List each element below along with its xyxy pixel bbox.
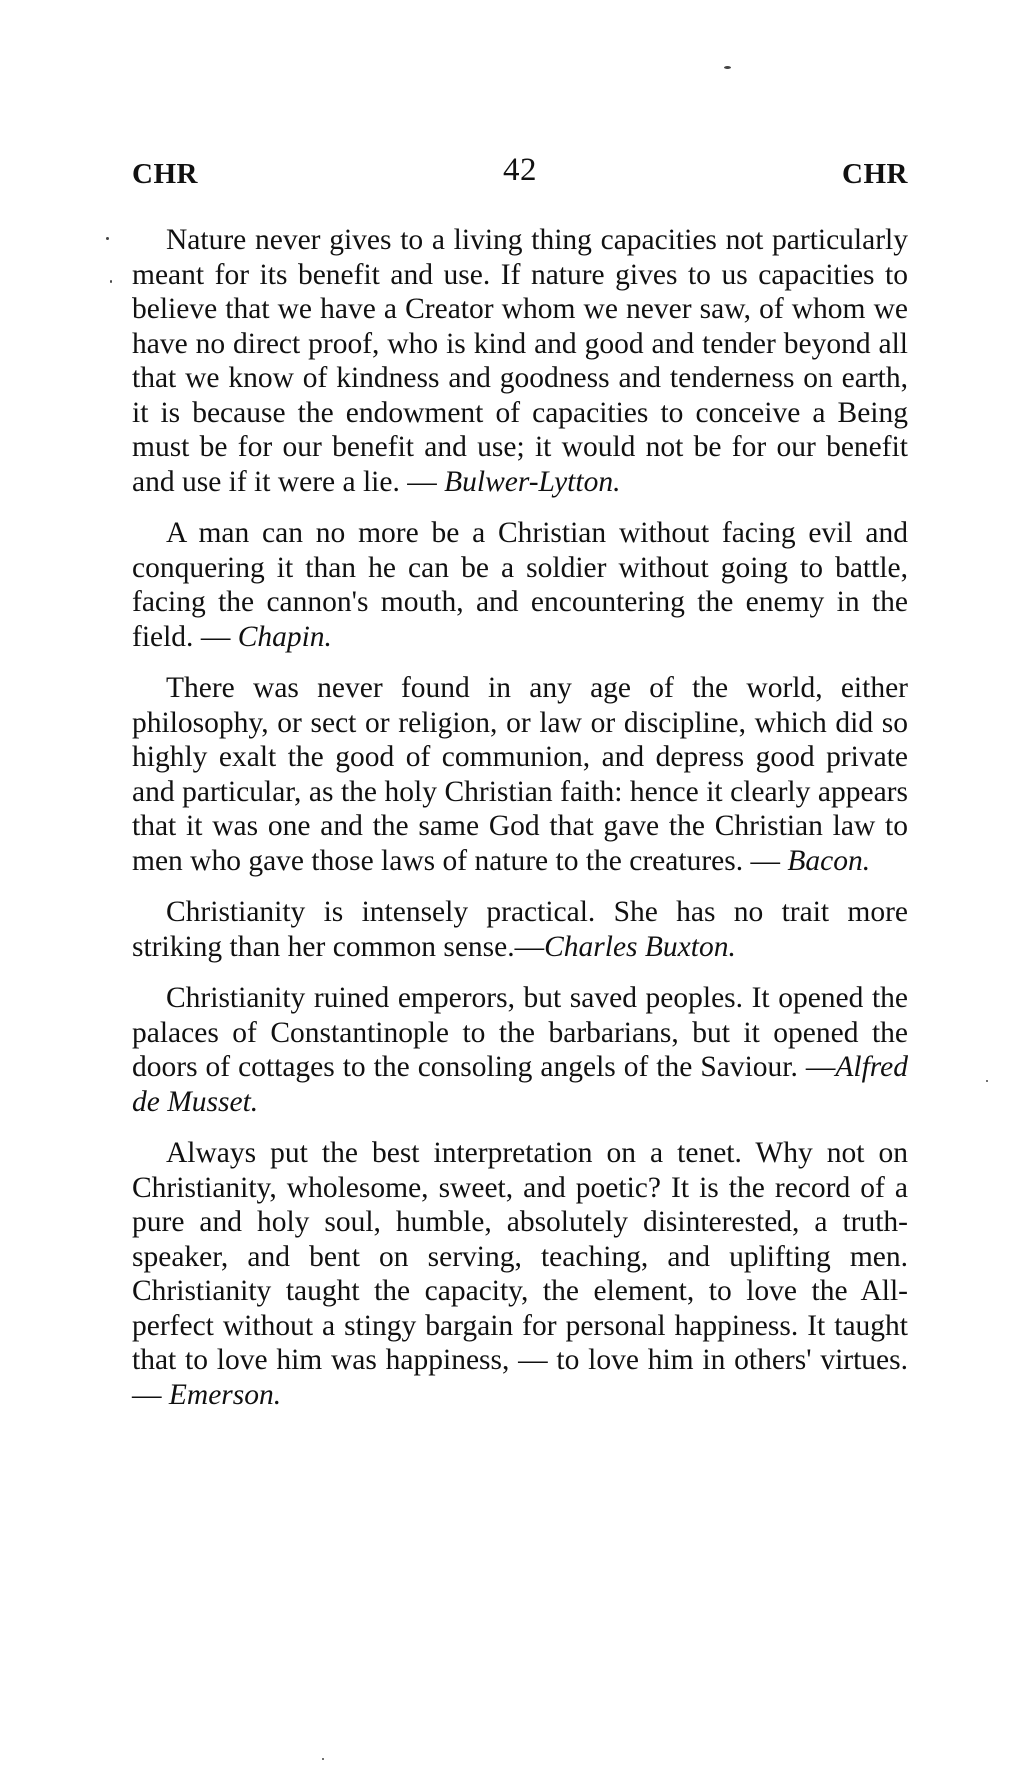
attribution-dash: —	[743, 844, 788, 877]
quote-author: Alfred de Musset.	[132, 1051, 909, 1118]
scan-speck	[110, 280, 112, 283]
page-number: 42	[503, 152, 537, 188]
quote-author: Emerson.	[168, 1378, 282, 1411]
quote-author: Chapin.	[237, 620, 332, 653]
running-head	[132, 152, 908, 198]
quote-author: Bacon.	[787, 844, 871, 877]
scan-speck	[986, 1080, 988, 1082]
quote-text: Nature never gives to a living thing capacities not particularly meant for its benefit and use. If nature gives to us capacities to believe that we have a Creator whom we never saw, of whom we have no direct proof, who is kind and good and tender beyond all that we know of kindness and goodness and tenderness on earth, it is because the endowment of capacities to conceive a Being must be for our benefit and use; it would not be for our benefit and use if it were a lie.	[132, 224, 908, 498]
attribution-dash: —	[514, 930, 545, 963]
attribution-dash: —	[399, 465, 445, 498]
header-right-guide-word: CHR	[842, 158, 908, 190]
attribution-dash: —	[132, 1378, 169, 1411]
quotations-body	[132, 223, 908, 1429]
scan-speck	[724, 66, 731, 69]
quote-text: There was never found in any age of the world, either philosophy, or sect or religion, or law or discipline, which did so highly exalt the good of communion, and depress good private and particular, as the holy Christian faith: hence it clearly appears that it was one and the same God that gave the Christian law to men who gave those laws of nature to the creatures.	[132, 672, 908, 877]
quote-charles-buxton	[132, 895, 908, 964]
scan-speck	[106, 237, 109, 240]
quote-bacon	[132, 671, 908, 878]
quote-text: Christianity ruined emperors, but saved peoples. It opened the palaces of Constantinople to the barbarians, but it opened the doors of cottages to the consoling angels of the Saviour.	[132, 982, 908, 1083]
quote-text: Always put the best interpretation on a tenet. Why not on Christianity, wholesome, sweet, and poetic? It is the record of a pure and holy soul, humble, absolutely disinterested, a truth-speaker, and bent on serving, teaching, and uplifting men. Christianity taught the capacity, the element, to love the All-perfect without a stingy bargain for personal happiness. It taught that to love him was happiness, — to love him in others' virtues.	[132, 1137, 908, 1376]
attribution-dash: —	[797, 1051, 836, 1083]
quote-chapin	[132, 516, 908, 654]
quote-alfred-de-musset	[132, 981, 908, 1119]
header-left-guide-word: CHR	[132, 158, 198, 190]
quote-author: Bulwer-Lytton.	[444, 465, 621, 498]
quote-bulwer-lytton	[132, 223, 908, 499]
scan-speck	[322, 1758, 324, 1760]
quote-emerson	[132, 1136, 908, 1412]
attribution-dash: —	[193, 620, 238, 653]
quote-author: Charles Buxton.	[544, 930, 736, 963]
quote-text: A man can no more be a Christian without facing evil and conquering it than he can be a soldier without going to battle, facing the cannon's mouth, and encountering the enemy in the field.	[132, 517, 908, 653]
quote-text: Christianity is intensely practical. She has no trait more striking than her common sense.	[132, 896, 908, 963]
